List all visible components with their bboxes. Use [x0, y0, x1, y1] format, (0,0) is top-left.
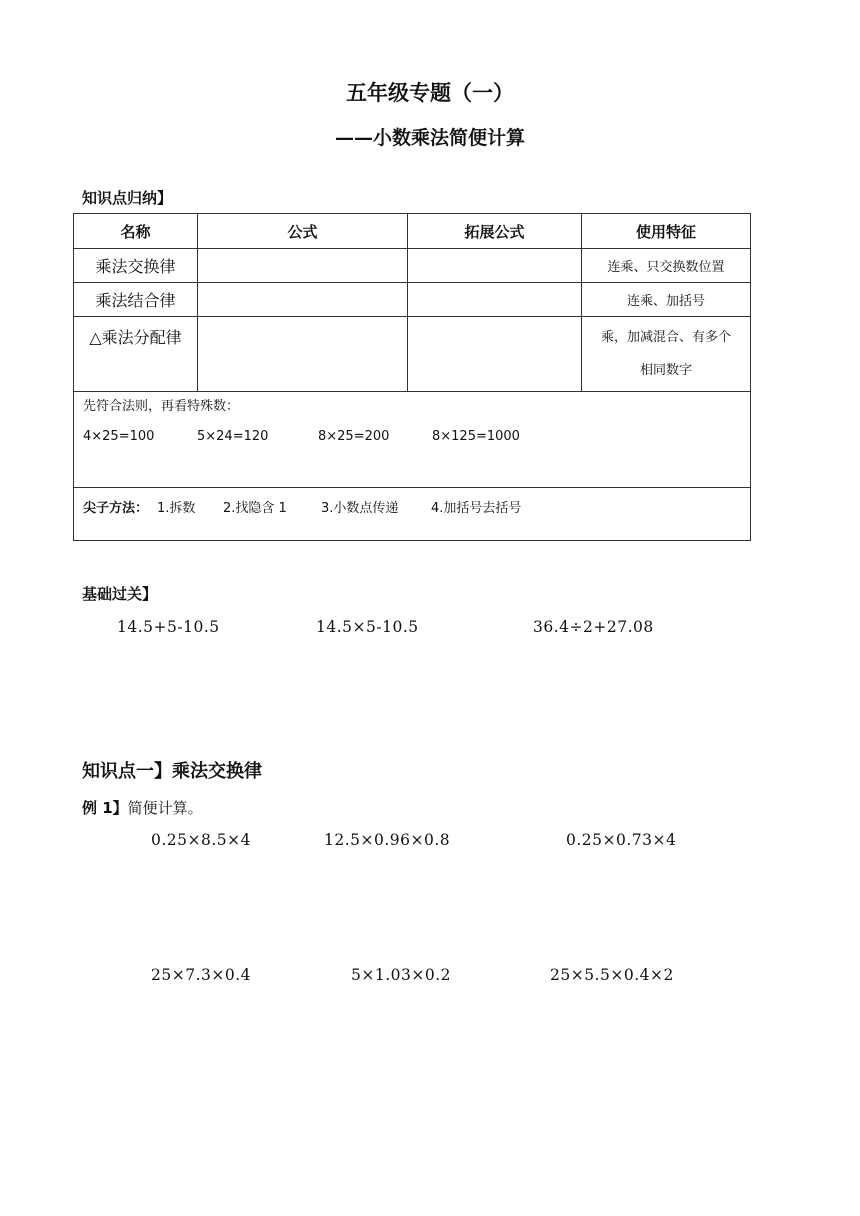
extended-formula-cell	[408, 317, 582, 392]
basic-heading: 基础过关】	[82, 585, 158, 603]
column-header: 公式	[198, 214, 408, 249]
law-name: △乘法分配律	[74, 317, 198, 392]
table-row	[74, 283, 751, 317]
extended-formula-cell	[408, 249, 582, 283]
summary-heading: 知识点归纳】	[82, 189, 173, 207]
example-problem: 12.5×0.96×0.8	[324, 831, 451, 849]
feature-line: 相同数字	[639, 363, 692, 378]
page-subtitle: ——小数乘法简便计算	[334, 127, 525, 149]
basic-problem: 14.5+5-10.5	[117, 618, 220, 636]
basic-problem: 36.4÷2+27.08	[533, 618, 654, 636]
table-header-row	[74, 214, 751, 249]
special-number: 5×24=120	[197, 429, 269, 444]
page-title: 五年级专题（一）	[346, 80, 514, 105]
feature-cell: 连乘、加括号	[582, 283, 751, 317]
rule-text: 先符合法则，再看特殊数：	[83, 399, 240, 414]
tip-item: 4.加括号去括号	[431, 501, 522, 516]
example-text: 简便计算。	[127, 799, 203, 817]
feature-cell: 连乘、只交换数位置	[582, 249, 751, 283]
column-header: 拓展公式	[408, 214, 582, 249]
example-problem: 25×5.5×0.4×2	[550, 966, 674, 984]
tip-item: 1.拆数	[157, 501, 196, 516]
basic-problem: 14.5×5-10.5	[316, 618, 419, 636]
law-name: 乘法结合律	[74, 283, 198, 317]
feature-cell	[582, 317, 751, 392]
special-number: 8×125=1000	[432, 429, 520, 444]
special-number: 8×25=200	[318, 429, 390, 444]
tips-label: 尖子方法：	[83, 501, 149, 516]
table-row	[74, 249, 751, 283]
feature-line: 乘，加减混合、有多个	[600, 330, 731, 345]
example-label: 例 1】	[82, 799, 128, 817]
point-heading: 知识点一】乘法交换律	[82, 761, 262, 782]
law-name: 乘法交换律	[74, 249, 198, 283]
formula-cell	[198, 317, 408, 392]
formula-cell	[198, 249, 408, 283]
column-header: 名称	[74, 214, 198, 249]
tip-item: 2.找隐含 1	[223, 501, 287, 516]
example-problem: 25×7.3×0.4	[151, 966, 251, 984]
example-problem: 0.25×8.5×4	[151, 831, 251, 849]
extended-formula-cell	[408, 283, 582, 317]
summary-table	[73, 213, 751, 392]
divider	[74, 487, 750, 488]
special-number: 4×25=100	[83, 429, 155, 444]
tip-item: 3.小数点传递	[321, 501, 399, 516]
rules-box	[73, 385, 751, 541]
table-row	[74, 317, 751, 392]
formula-cell	[198, 283, 408, 317]
example-problem: 0.25×0.73×4	[566, 831, 677, 849]
column-header: 使用特征	[582, 214, 751, 249]
example-line	[82, 797, 203, 818]
example-problem: 5×1.03×0.2	[351, 966, 451, 984]
